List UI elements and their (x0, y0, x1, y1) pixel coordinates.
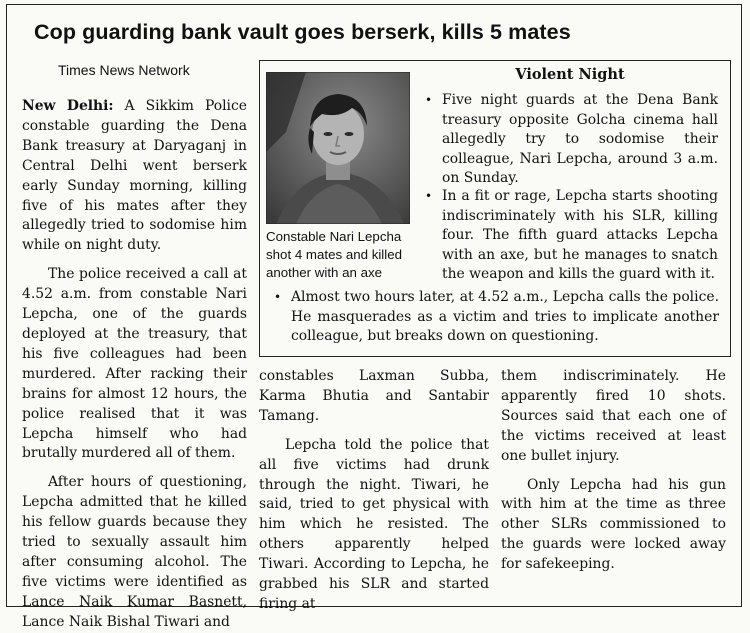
dateline: New Delhi: (22, 98, 114, 114)
article-paragraph (22, 97, 247, 256)
bullet-marker: • (425, 93, 433, 107)
byline: Times News Network (58, 62, 190, 78)
sidebar-bullet-text: Almost two hours later, at 4.52 a.m., Lepcha calls the police. He masquerades as a victim and tries to implicate another colleague, but breaks down on questioning. (291, 289, 719, 345)
sidebar-bullet (274, 288, 719, 347)
bullet-marker: • (274, 290, 282, 304)
sidebar-bullet-text: Five night guards at the Dena Bank treasury opposite Golcha cinema hall allegedly try to sodomise their colleague, Nari Lepcha, around 3 a.m. on Sunday. (442, 92, 718, 187)
article-column-3 (501, 367, 726, 575)
article-paragraph: Only Lepcha had his gun with him at the time as three other SLRs commissioned to the guards were locked away for safekeeping. (501, 476, 726, 573)
sidebar-bullet (425, 187, 718, 285)
article-column-1 (22, 97, 247, 633)
article-paragraph: The police received a call at 4.52 a.m. from constable Nari Lepcha, one of the guards deployed at the treasury, that his five colleagues had been murdered. After racking their brains for almost 12 hours, the police realised that it was Lepcha himself who had brutally murdered all of them. (22, 266, 247, 462)
sidebar-bullet-text: In a fit or rage, Lepcha starts shooting indiscriminately with his SLR, killing four. The fifth guard attacks Lepcha with an axe, but he manages to snatch the weapon and kills the guard with it. (442, 188, 718, 283)
article-paragraph: Lepcha told the police that all five victims had drunk through the night. Tiwari, he said, tried to get physical with him which he resisted. The others apparently helped Tiwari. According to Lepcha, he grabbed his SLR and started firing at (259, 436, 489, 612)
sidebar-bullet (425, 91, 718, 189)
article-paragraph: After hours of questioning, Lepcha admitted that he killed his fellow guards because they tried to sexually assault him after consuming alcohol. The five victims were identified as Lance Naik Kumar Basnett, Lance Naik Bishal Tiwari and (22, 474, 247, 630)
article-lead-text: A Sikkim Police constable guarding the Dena Bank treasury at Daryaganj in Central Delhi went berserk early Sunday morning, killing five of his mates after they allegedly tried to sodomise him while on night duty. (22, 98, 247, 254)
photo-caption: Constable Nari Lepcha shot 4 mates and killed another with an axe (266, 229, 403, 280)
sidebar-title: Violent Night (515, 66, 625, 83)
constable-photo-image (266, 72, 410, 224)
bullet-marker: • (425, 189, 433, 203)
article-paragraph: constables Laxman Subba, Karma Bhutia and Santabir Tamang. (259, 368, 489, 424)
article-column-2 (259, 367, 489, 615)
headline: Cop guarding bank vault goes berserk, kills 5 mates (34, 20, 571, 44)
constable-photo (266, 72, 410, 224)
article-paragraph: them indiscriminately. He apparently fired 10 shots. Sources said that each one of the victims received at least one bullet injury. (501, 368, 726, 464)
